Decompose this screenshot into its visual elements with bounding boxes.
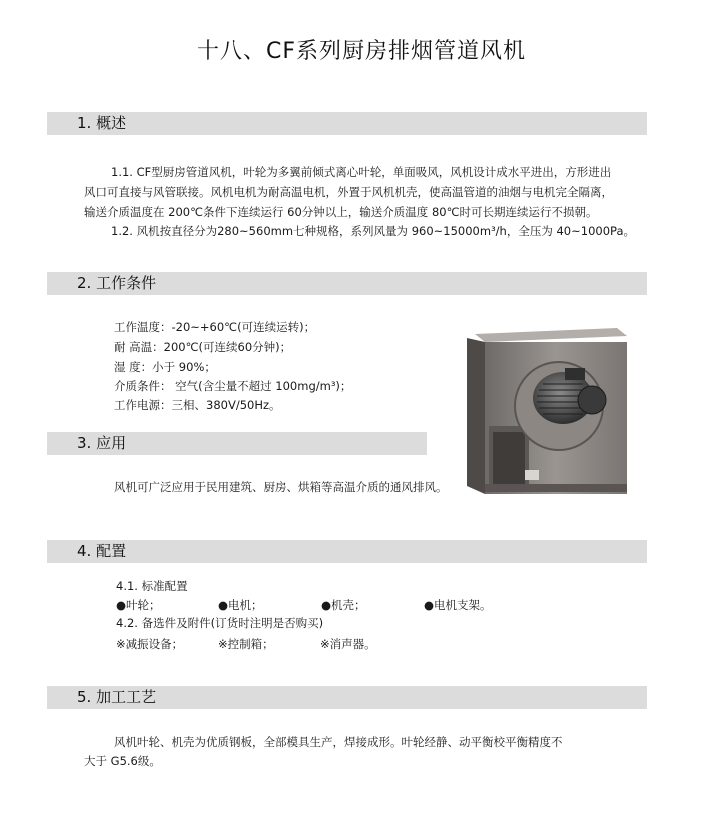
- section-4-heading: 4. 配置: [77, 542, 127, 560]
- overview-line-2: 风口可直接与风管联接。风机电机为耐高温电机，外置于风机机壳，使高温管道的油烟与电机完全隔离，: [84, 185, 613, 199]
- optional-item-damping: ※减振设备；: [116, 637, 184, 651]
- overview-line-3: 输送介质温度在 200℃条件下连续运行 60分钟以上，输送介质温度 80℃时可长期连续运行不损朝。: [84, 205, 598, 219]
- terminal-box: [565, 368, 585, 380]
- section-2-header: [47, 272, 647, 295]
- fan-unit-photo: [467, 326, 630, 496]
- section-3-header: [47, 432, 427, 455]
- page-title: 十八、CF系列厨房排烟管道风机: [196, 39, 527, 64]
- overview-line-4: 1.2. 风机按直径分为280~560mm七种规格，系列风量为 960~15000m³/h，全压为 40~1000Pa。: [111, 224, 635, 238]
- section-1-heading: 1. 概述: [77, 114, 127, 132]
- section-3-heading: 3. 应用: [77, 434, 127, 452]
- section-5-header: [47, 686, 647, 709]
- process-line-2: 大于 G5.6级。: [84, 754, 161, 768]
- condition-temperature: 工作温度：-20~+60℃(可连续运转)；: [114, 320, 316, 334]
- optional-item-control-box: ※控制箱；: [218, 637, 274, 651]
- application-text: 风机可广泛应用于民用建筑、厨房、烘箱等高温介质的通风排风。: [114, 480, 448, 494]
- condition-power: 工作电源：三相、380V/50Hz。: [114, 398, 281, 412]
- standard-config-label: 4.1. 标准配置: [116, 579, 188, 593]
- standard-item-motor-bracket: ●电机支架。: [424, 598, 492, 612]
- condition-heat-resistance: 耐 高温：200℃(可连续60分钟)；: [114, 340, 292, 354]
- optional-item-silencer: ※消声器。: [320, 637, 376, 651]
- condition-medium: 介质条件： 空气(含尘量不超过 100mg/m³)；: [114, 379, 352, 393]
- optional-config-label: 4.2. 备选件及附件(订货时注明是否购买): [116, 616, 324, 630]
- section-2-heading: 2. 工作条件: [77, 274, 157, 292]
- motor-fan-cover: [578, 386, 606, 414]
- process-line-1: 风机叶轮、机壳为优质钢板，全部模具生产，焊接成形。叶轮经静、动平衡校平衡精度不: [114, 735, 563, 749]
- condition-humidity: 湿 度：小于 90%；: [114, 360, 216, 374]
- housing-side: [467, 338, 485, 494]
- nameplate: [525, 470, 539, 480]
- overview-line-1: 1.1. CF型厨房管道风机，叶轮为多翼前倾式离心叶轮，单面吸风，风机设计成水平进出，方形进出: [111, 165, 612, 179]
- standard-item-motor: ●电机；: [218, 598, 263, 612]
- housing-top: [475, 328, 627, 342]
- section-5-heading: 5. 加工工艺: [77, 688, 157, 706]
- section-4-header: [47, 540, 647, 563]
- outlet-inner: [493, 432, 525, 486]
- standard-item-impeller: ●叶轮；: [116, 598, 161, 612]
- base-frame: [485, 484, 627, 492]
- standard-item-housing: ●机壳；: [321, 598, 366, 612]
- section-1-header: [47, 112, 647, 135]
